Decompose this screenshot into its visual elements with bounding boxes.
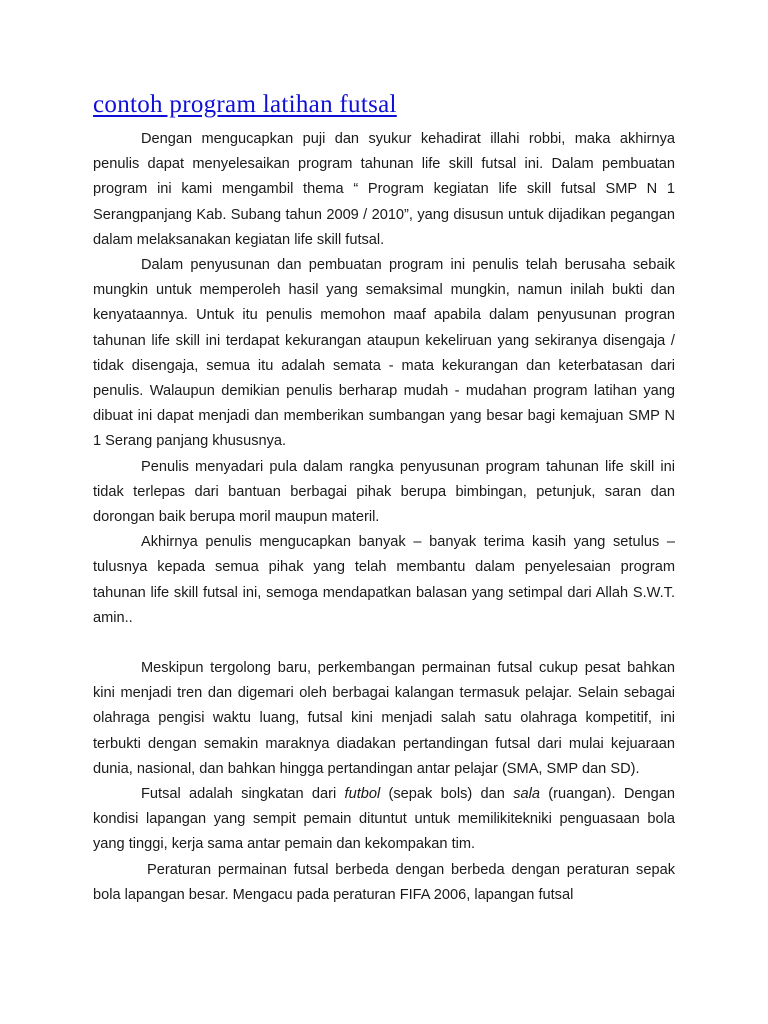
paragraph-3: Penulis menyadari pula dalam rangka penyusunan program tahunan life skill ini tidak terlepas dari bantuan berbagai pihak berupa bimbingan, petunjuk, saran dan dorongan baik berupa moril maupun materil.: [93, 458, 675, 526]
paragraph-6: [93, 782, 675, 858]
paragraph-2: Dalam penyusunan dan pembuatan program ini penulis telah berusaha sebaik mungkin untuk memperoleh hasil yang semaksimal mungkin, namun inilah bukti dan kenyataannya. Untuk itu penulis memohon maaf apabila dalam penyusunan progran tahunan life skill ini terdapat kekurangan ataupun kekeliruan yang sekiranya disengaja / tidak disengaja, semua itu adalah semata - mata kekurangan dan keterbatasan dari penulis. Walaupun demikian penulis berharap mudah - mudahan program latihan yang dibuat ini dapat menjadi dan memberikan sumbangan yang besar bagi kemajuan SMP N 1 Serang panjang khususnya.: [93, 257, 675, 450]
paragraph-1: Dengan mengucapkan puji dan syukur kehadirat illahi robbi, maka akhirnya penulis dapat menyelesaikan program tahunan life skill futsal ini. Dalam pembuatan program ini kami mengambil thema “ Program kegiatan life skill futsal SMP N 1 Serangpanjang Kab. Subang tahun 2009 / 2010”, yang disusun untuk dijadikan pegangan dalam melaksanakan kegiatan life skill futsal.: [93, 131, 675, 248]
paragraph-6-italic-sala: sala: [513, 786, 540, 803]
paragraph-4: Akhirnya penulis mengucapkan banyak – banyak terima kasih yang setulus – tulusnya kepada semua pihak yang telah membantu dalam penyelesaian program tahunan life skill futsal ini, semoga mendapatkan balasan yang setimpal dari Allah S.W.T. amin..: [93, 534, 675, 626]
document-page: [93, 88, 675, 908]
paragraph-5: Meskipun tergolong baru, perkembangan permainan futsal cukup pesat bahkan kini menjadi tren dan digemari oleh berbagai kalangan termasuk pelajar. Selain sebagai olahraga pengisi waktu luang, futsal kini menjadi salah satu olahraga kompetitif, ini terbukti dengan semakin maraknya diadakan pertandingan futsal dari mulai kejuaraan dunia, nasional, dan bahkan hingga pertandingan antar pelajar (SMA, SMP dan SD).: [93, 660, 675, 777]
paragraph-7: Peraturan permainan futsal berbeda dengan berbeda dengan peraturan sepak bola lapangan besar. Mengacu pada peraturan FIFA 2006, lapangan futsal: [93, 861, 675, 903]
blank-line: [93, 631, 675, 656]
paragraph-6-italic-futbol: futbol: [344, 786, 381, 803]
paragraph-6-text-4: i penguasaan bola yang tinggi, kerja sama antar pemain dan kekompakan tim.: [93, 811, 675, 853]
paragraph-6-text-3: (ruangan). Dengan kondisi lapangan yang sempit pemain dituntut untuk memilikiteknik: [93, 786, 675, 828]
paragraph-6-text-2: (sepak bols) dan: [380, 786, 514, 803]
paragraph-6-text-1: Futsal adalah singkatan dari: [141, 786, 345, 803]
document-title-link[interactable]: contoh program latihan futsal: [93, 91, 397, 118]
